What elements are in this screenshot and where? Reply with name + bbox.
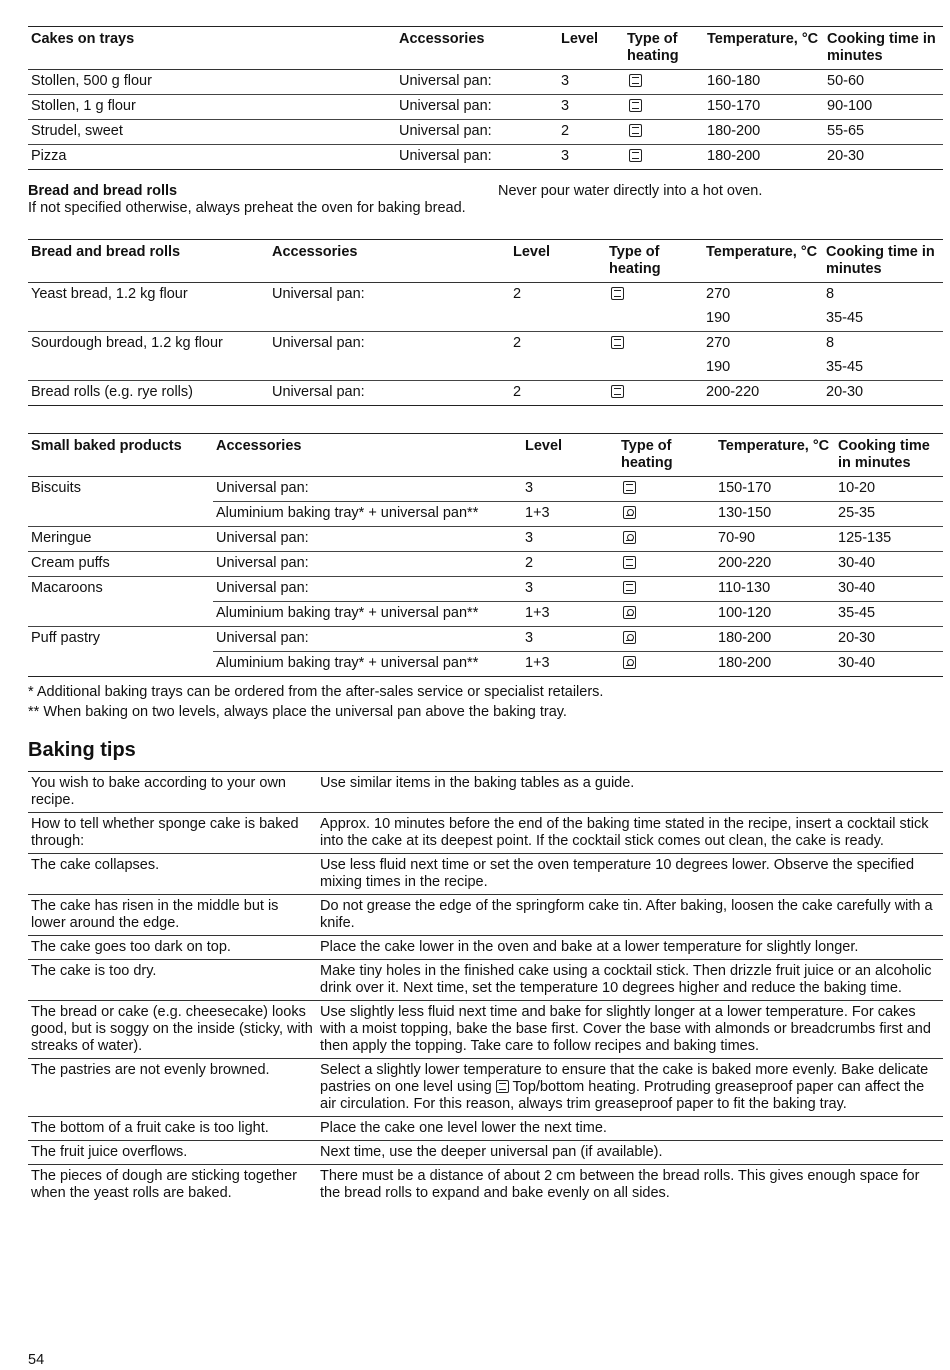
accessory-cell: Aluminium baking tray* + universal pan**	[213, 602, 522, 627]
col-header: Level	[525, 438, 563, 454]
tip-text: Select a slightly lower temperature to ensure that the cake is baked more evenly. Bake delicate pastries on one level using	[320, 1062, 929, 1095]
col-header: Temperature, °C	[706, 244, 818, 260]
table-row-continued	[28, 356, 943, 381]
table-row	[28, 502, 943, 527]
top-bottom-heating-icon	[629, 149, 642, 162]
col-header: Type of heating	[609, 244, 661, 277]
col-header: Bread and bread rolls	[31, 244, 181, 260]
small-baked-table	[28, 433, 943, 677]
empty-cell	[510, 356, 606, 381]
top-bottom-heating-icon	[611, 287, 624, 300]
tip-problem: The pieces of dough are sticking together when the yeast rolls are baked.	[31, 1168, 297, 1201]
hot-air-icon	[623, 531, 636, 544]
tip-row	[28, 960, 943, 1001]
table-row	[28, 283, 943, 308]
warning-text: Never pour water directly into a hot oven.	[498, 183, 763, 199]
tip-problem: The bottom of a fruit cake is too light.	[31, 1120, 269, 1136]
temperature-cell: 180-200	[707, 148, 761, 164]
temperature-cell: 190	[706, 359, 731, 375]
time-cell: 30-40	[835, 652, 943, 677]
temperature-cell: 130-150	[715, 502, 835, 527]
level-cell: 3	[525, 630, 534, 646]
temperature-cell: 70-90	[718, 530, 756, 546]
heating-cell	[618, 602, 715, 627]
table-row	[28, 602, 943, 627]
temperature-cell: 200-220	[718, 555, 772, 571]
accessory-cell: Universal pan:	[216, 480, 309, 496]
page-content	[28, 26, 943, 1205]
row-label	[28, 652, 213, 677]
hot-air-icon	[623, 656, 636, 669]
accessory-cell: Universal pan:	[272, 286, 365, 302]
level-cell: 3	[561, 73, 570, 89]
level-cell: 1+3	[522, 602, 618, 627]
tip-solution: Next time, use the deeper universal pan (if available).	[320, 1144, 663, 1160]
table-row	[28, 381, 943, 406]
level-cell: 1+3	[522, 652, 618, 677]
table-row	[28, 120, 943, 145]
row-label: Pizza	[31, 148, 67, 164]
table-row	[28, 145, 943, 170]
accessory-cell: Universal pan:	[216, 580, 309, 596]
bread-table	[28, 239, 943, 406]
temperature-cell: 110-130	[718, 580, 771, 596]
bread-intro	[28, 183, 943, 217]
time-cell: 55-65	[827, 123, 865, 139]
table-row	[28, 552, 943, 577]
row-label: Cream puffs	[31, 555, 110, 571]
level-cell: 2	[513, 384, 522, 400]
temperature-cell: 150-170	[707, 98, 761, 114]
tip-solution: Approx. 10 minutes before the end of the baking time stated in the recipe, insert a cocktail stick into the cake at its deepest point. If the cocktail stick comes out clean, the cake is ready.	[320, 816, 929, 849]
heating-cell	[618, 577, 715, 602]
col-header: Accessories	[399, 31, 485, 47]
temperature-cell: 180-200	[715, 652, 835, 677]
tip-row	[28, 936, 943, 960]
col-header: Level	[561, 31, 599, 47]
temperature-cell: 180-200	[707, 123, 761, 139]
time-cell: 50-60	[827, 73, 865, 89]
top-bottom-heating-icon	[623, 481, 636, 494]
row-label: Bread rolls (e.g. rye rolls)	[31, 384, 193, 400]
table-row	[28, 95, 943, 120]
top-bottom-heating-icon	[496, 1080, 509, 1093]
time-cell: 30-40	[838, 580, 876, 596]
time-cell: 20-30	[838, 630, 876, 646]
col-header: Temperature, °C	[718, 438, 830, 454]
empty-cell	[510, 307, 606, 332]
tip-row	[28, 772, 943, 813]
empty-cell	[28, 356, 269, 381]
empty-cell	[269, 307, 510, 332]
heating-cell	[624, 95, 704, 120]
temperature-cell: 180-200	[718, 630, 772, 646]
level-cell: 3	[525, 480, 534, 496]
row-label: Biscuits	[31, 480, 81, 496]
empty-cell	[269, 356, 510, 381]
hot-air-icon	[623, 606, 636, 619]
temperature-cell: 160-180	[707, 73, 761, 89]
row-label: Meringue	[31, 530, 92, 546]
heating-cell	[606, 381, 703, 406]
col-header: Type of heating	[621, 438, 673, 471]
col-header: Cooking time in minutes	[838, 438, 930, 471]
tip-row	[28, 813, 943, 854]
tip-problem: The cake collapses.	[31, 857, 160, 873]
col-header: Temperature, °C	[707, 31, 819, 47]
accessory-cell: Universal pan:	[399, 123, 492, 139]
temperature-cell: 270	[706, 286, 731, 302]
level-cell: 3	[525, 580, 534, 596]
tip-text: Top/bottom heating. Protruding greaseproof paper can affect the air circulation. For this reason, always trim greaseproof paper to fit the baking tray.	[320, 1079, 925, 1112]
time-cell: 125-135	[838, 530, 892, 546]
time-cell: 8	[826, 335, 835, 351]
row-label: Puff pastry	[31, 630, 101, 646]
heating-cell	[624, 70, 704, 95]
col-header: Cakes on trays	[31, 31, 135, 47]
accessory-cell: Universal pan:	[216, 630, 309, 646]
table-row	[28, 577, 943, 602]
tip-row	[28, 1059, 943, 1117]
tip-problem: The fruit juice overflows.	[31, 1144, 188, 1160]
accessory-cell: Universal pan:	[399, 98, 492, 114]
level-cell: 2	[513, 286, 522, 302]
row-label: Stollen, 500 g flour	[31, 73, 152, 89]
table-row	[28, 627, 943, 652]
heating-cell	[618, 527, 715, 552]
time-cell: 20-30	[827, 148, 865, 164]
heating-cell	[606, 332, 703, 357]
col-header: Cooking time in minutes	[827, 31, 936, 64]
table-row	[28, 477, 943, 502]
empty-cell	[606, 356, 703, 381]
empty-cell	[606, 307, 703, 332]
level-cell: 2	[525, 555, 534, 571]
row-label: Macaroons	[31, 580, 103, 596]
time-cell: 35-45	[826, 310, 864, 326]
temperature-cell: 100-120	[715, 602, 835, 627]
table-row	[28, 652, 943, 677]
table-row	[28, 332, 943, 357]
footnote: * Additional baking trays can be ordered from the after-sales service or specialist retailers.	[28, 684, 604, 700]
top-bottom-heating-icon	[623, 581, 636, 594]
tip-solution: Place the cake lower in the oven and bake at a lower temperature for slightly longer.	[320, 939, 859, 955]
tip-problem: You wish to bake according to your own recipe.	[31, 775, 286, 808]
time-cell: 35-45	[835, 602, 943, 627]
accessory-cell: Universal pan:	[272, 335, 365, 351]
heating-cell	[618, 477, 715, 502]
baking-tips-title: Baking tips	[28, 739, 136, 761]
accessory-cell: Universal pan:	[399, 148, 492, 164]
temperature-cell: 270	[706, 335, 731, 351]
baking-tips-table	[28, 771, 943, 1205]
tip-solution: Place the cake one level lower the next time.	[320, 1120, 607, 1136]
col-header: Small baked products	[31, 438, 182, 454]
level-cell: 3	[561, 148, 570, 164]
footnote: ** When baking on two levels, always place the universal pan above the baking tray.	[28, 704, 567, 720]
heating-cell	[624, 120, 704, 145]
heating-cell	[618, 652, 715, 677]
page-number: 54	[28, 1352, 45, 1368]
table-row	[28, 70, 943, 95]
table-header-row	[28, 27, 943, 70]
tip-problem: How to tell whether sponge cake is baked through:	[31, 816, 299, 849]
level-cell: 2	[513, 335, 522, 351]
top-bottom-heating-icon	[611, 385, 624, 398]
tip-solution: Use slightly less fluid next time and bake for slightly longer at a lower temperature. For cakes with a moist topping, bake the base first. Cover the base with almonds or breadcrumbs first and then apply the topping. Take care to follow recipes and baking times.	[320, 1004, 931, 1054]
level-cell: 3	[525, 530, 534, 546]
row-label: Stollen, 1 g flour	[31, 98, 136, 114]
top-bottom-heating-icon	[629, 74, 642, 87]
row-label	[28, 502, 213, 527]
table-row	[28, 527, 943, 552]
time-cell: 8	[826, 286, 835, 302]
tip-solution: Use less fluid next time or set the oven temperature 10 degrees lower. Observe the specified mixing times in the recipe.	[320, 857, 915, 890]
time-cell: 20-30	[826, 384, 864, 400]
accessory-cell: Universal pan:	[216, 530, 309, 546]
col-header: Accessories	[216, 438, 302, 454]
heating-cell	[618, 627, 715, 652]
heating-cell	[618, 502, 715, 527]
row-label	[28, 602, 213, 627]
tip-problem: The cake is too dry.	[31, 963, 157, 979]
table-row-continued	[28, 307, 943, 332]
tip-row	[28, 895, 943, 936]
cakes-table	[28, 26, 943, 170]
tip-problem: The pastries are not evenly browned.	[31, 1062, 270, 1078]
col-header: Level	[513, 244, 551, 260]
tip-solution: Use similar items in the baking tables as a guide.	[320, 775, 635, 791]
row-label: Strudel, sweet	[31, 123, 123, 139]
col-header: Accessories	[272, 244, 358, 260]
hot-air-icon	[623, 631, 636, 644]
time-cell: 35-45	[826, 359, 864, 375]
tip-row	[28, 1117, 943, 1141]
footnotes	[28, 682, 943, 722]
col-header: Cooking time in minutes	[826, 244, 935, 277]
accessory-cell: Universal pan:	[272, 384, 365, 400]
row-label: Sourdough bread, 1.2 kg flour	[31, 335, 223, 351]
hot-air-icon	[623, 506, 636, 519]
heating-cell	[606, 283, 703, 308]
tip-solution	[317, 1059, 943, 1117]
tip-problem: The cake has risen in the middle but is lower around the edge.	[31, 898, 279, 931]
table-header-row	[28, 240, 943, 283]
empty-cell	[28, 307, 269, 332]
time-cell: 10-20	[838, 480, 876, 496]
accessory-cell: Universal pan:	[216, 555, 309, 571]
heating-cell	[624, 145, 704, 170]
top-bottom-heating-icon	[623, 556, 636, 569]
top-bottom-heating-icon	[629, 99, 642, 112]
top-bottom-heating-icon	[611, 336, 624, 349]
top-bottom-heating-icon	[629, 124, 642, 137]
accessory-cell: Universal pan:	[399, 73, 492, 89]
accessory-cell: Aluminium baking tray* + universal pan**	[213, 652, 522, 677]
tip-row	[28, 854, 943, 895]
col-header: Type of heating	[627, 31, 679, 64]
section-heading: Bread and bread rolls	[28, 183, 178, 199]
time-cell: 30-40	[838, 555, 876, 571]
intro-text: If not specified otherwise, always preheat the oven for baking bread.	[28, 200, 466, 216]
level-cell: 3	[561, 98, 570, 114]
level-cell: 2	[561, 123, 570, 139]
table-header-row	[28, 434, 943, 477]
tip-solution: Make tiny holes in the finished cake using a cocktail stick. Then drizzle fruit juice or an alcoholic drink over it. Next time, set the temperature 10 degrees higher and reduce the baking time.	[320, 963, 932, 996]
row-label: Yeast bread, 1.2 kg flour	[31, 286, 188, 302]
time-cell: 90-100	[827, 98, 873, 114]
tip-row	[28, 1001, 943, 1059]
tip-problem: The cake goes too dark on top.	[31, 939, 231, 955]
accessory-cell: Aluminium baking tray* + universal pan**	[213, 502, 522, 527]
tip-solution: Do not grease the edge of the springform cake tin. After baking, loosen the cake carefully with a knife.	[320, 898, 933, 931]
temperature-cell: 190	[706, 310, 731, 326]
temperature-cell: 200-220	[706, 384, 760, 400]
tip-solution: There must be a distance of about 2 cm between the bread rolls. This gives enough space for the bread rolls to expand and bake evenly on all sides.	[320, 1168, 920, 1201]
temperature-cell: 150-170	[718, 480, 772, 496]
tip-row	[28, 1141, 943, 1165]
heating-cell	[618, 552, 715, 577]
tip-row	[28, 1165, 943, 1206]
tip-problem: The bread or cake (e.g. cheesecake) looks good, but is soggy on the inside (sticky, with streaks of water).	[31, 1004, 313, 1054]
time-cell: 25-35	[835, 502, 943, 527]
level-cell: 1+3	[522, 502, 618, 527]
